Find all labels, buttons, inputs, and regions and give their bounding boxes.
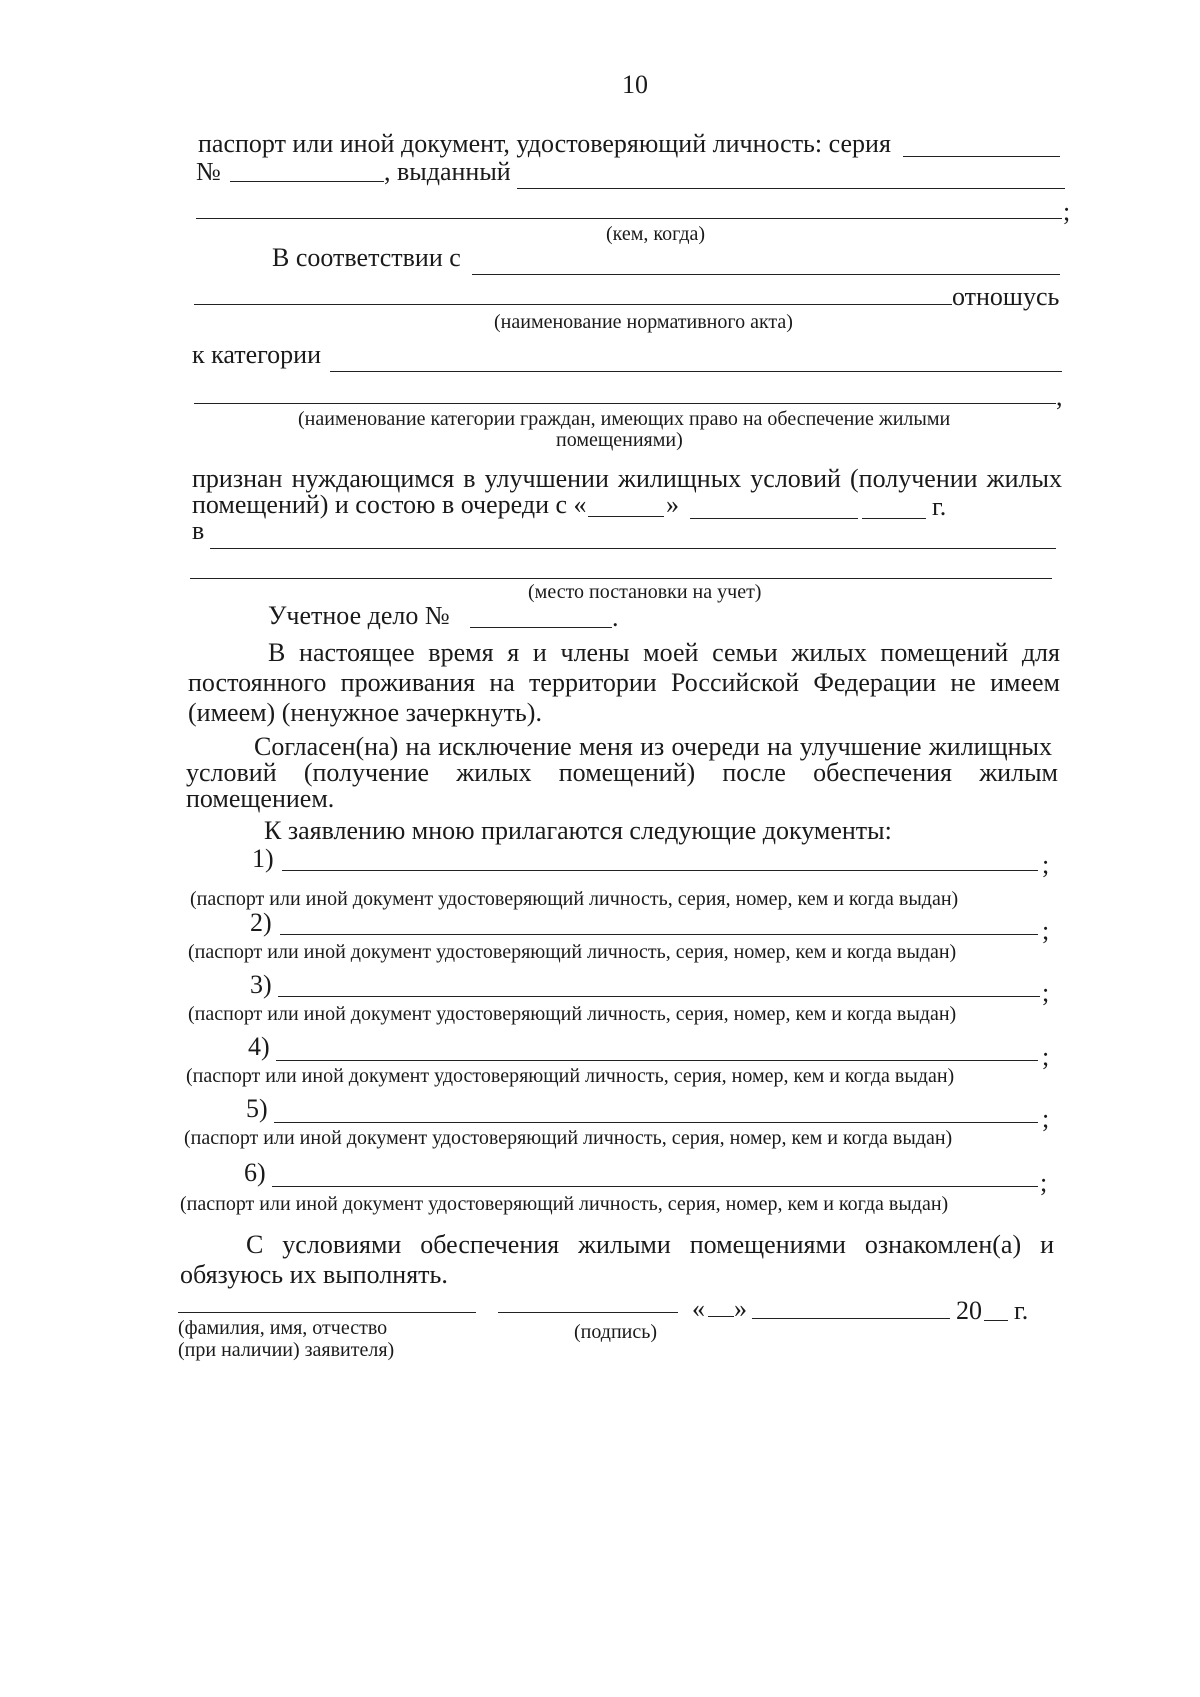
queue-place-prefix: в xyxy=(192,516,205,545)
signature-year-line xyxy=(984,1320,1008,1321)
signature-name-caption-line2: (при наличии) заявителя) xyxy=(178,1339,395,1361)
record-number-line xyxy=(470,627,612,628)
category-label: к категории xyxy=(192,340,321,369)
passport-end-punct: ; xyxy=(1063,197,1071,226)
attachment-end: ; xyxy=(1042,1104,1050,1133)
passport-issued-label: , выданный xyxy=(384,157,511,186)
attachment-line xyxy=(276,1060,1038,1061)
signature-year-suffix: г. xyxy=(1014,1296,1029,1325)
attachment-caption: (паспорт или иной документ удостоверяющий личность, серия, номер, кем и когда выдан) xyxy=(190,888,959,910)
queue-month-line xyxy=(690,518,858,519)
queue-line1: признан нуждающимся в улучшении жилищных условий (получении жилых xyxy=(192,464,1062,493)
attachment-num: 1) xyxy=(252,844,274,873)
attachments-intro: К заявлению мною прилагаются следующие документы: xyxy=(264,816,892,845)
passport-issuer-line xyxy=(196,218,1062,219)
attachment-num: 2) xyxy=(250,908,272,937)
queue-line2-start: помещений) и состою в очереди с « xyxy=(192,490,587,519)
category-line-1 xyxy=(330,371,1062,372)
signature-date-open: « xyxy=(692,1294,705,1323)
attachment-line xyxy=(278,996,1040,997)
attachment-caption: (паспорт или иной документ удостоверяющий личность, серия, номер, кем и когда выдан) xyxy=(188,1003,957,1025)
passport-number-line xyxy=(230,181,384,182)
according-caption: (наименование нормативного акта) xyxy=(494,311,793,333)
consent-line3: помещением. xyxy=(186,784,335,813)
passport-caption: (кем, когда) xyxy=(606,223,706,245)
attachment-num: 4) xyxy=(248,1032,270,1061)
housing-line3: (имеем) (ненужное зачеркнуть). xyxy=(188,698,542,727)
signature-date-close: » xyxy=(734,1294,747,1323)
passport-text: паспорт или иной документ, удостоверяющий личность: серия xyxy=(198,129,891,158)
passport-number-prefix: № xyxy=(196,157,221,186)
category-line-2 xyxy=(194,403,1056,404)
category-caption-line1: (наименование категории граждан, имеющих право на обеспечение жилыми xyxy=(298,408,951,430)
according-line-1 xyxy=(472,274,1060,275)
attachment-end: ; xyxy=(1042,1042,1050,1071)
attachment-caption: (паспорт или иной документ удостоверяющий личность, серия, номер, кем и когда выдан) xyxy=(184,1127,953,1149)
according-label: В соответствии с xyxy=(272,243,461,272)
attachment-caption: (паспорт или иной документ удостоверяющий личность, серия, номер, кем и когда выдан) xyxy=(188,941,957,963)
attachment-line xyxy=(280,934,1038,935)
attachment-caption: (паспорт или иной документ удостоверяющий личность, серия, номер, кем и когда выдан) xyxy=(186,1065,955,1087)
attachment-line xyxy=(282,870,1038,871)
queue-quote-close: » xyxy=(666,490,679,519)
according-line-2 xyxy=(194,304,952,305)
category-caption-line2: помещениями) xyxy=(556,429,683,451)
signature-name-line xyxy=(178,1312,476,1313)
attachment-num: 3) xyxy=(250,970,272,999)
passport-issued-line xyxy=(517,188,1065,189)
queue-caption: (место постановки на учет) xyxy=(528,581,762,603)
consent-line2: условий (получение жилых помещений) после обеспечения жилым xyxy=(186,758,1058,787)
attachment-line xyxy=(274,1122,1038,1123)
attachment-num: 5) xyxy=(246,1094,268,1123)
attachment-end: ; xyxy=(1040,1168,1048,1197)
queue-day-line xyxy=(588,516,664,517)
queue-year-line xyxy=(862,518,926,519)
attachment-line xyxy=(272,1186,1038,1187)
housing-line1: В настоящее время я и члены моей семьи жилых помещений для xyxy=(268,638,1060,667)
signature-year-prefix: 20 xyxy=(956,1296,982,1325)
conditions-line1: С условиями обеспечения жилыми помещениями ознакомлен(а) и xyxy=(246,1230,1054,1259)
attachment-end: ; xyxy=(1042,978,1050,1007)
record-end-punct: . xyxy=(612,603,619,632)
attachment-num: 6) xyxy=(244,1158,266,1187)
category-end-punct: , xyxy=(1056,382,1063,411)
signature-name-caption-line1: (фамилия, имя, отчество xyxy=(178,1317,388,1339)
passport-series-line xyxy=(903,156,1060,157)
queue-place-line-1 xyxy=(210,548,1056,549)
housing-line2: постоянного проживания на территории Российской Федерации не имеем xyxy=(188,668,1060,697)
attachment-caption: (паспорт или иной документ удостоверяющий личность, серия, номер, кем и когда выдан) xyxy=(180,1193,949,1215)
page-number: 10 xyxy=(622,70,648,99)
attachment-end: ; xyxy=(1042,850,1050,879)
consent-line1: Согласен(на) на исключение меня из очереди на улучшение жилищных xyxy=(254,732,1052,761)
signature-month-line xyxy=(752,1318,950,1319)
queue-place-line-2 xyxy=(190,578,1052,579)
attachment-end: ; xyxy=(1042,916,1050,945)
signature-sign-line xyxy=(498,1312,678,1313)
record-label: Учетное дело № xyxy=(268,601,450,630)
signature-sign-caption: (подпись) xyxy=(574,1321,658,1343)
according-end-word: отношусь xyxy=(952,282,1060,311)
conditions-line2: обязуюсь их выполнять. xyxy=(180,1260,448,1289)
signature-day-line xyxy=(708,1316,734,1317)
queue-year-suffix: г. xyxy=(932,492,947,521)
